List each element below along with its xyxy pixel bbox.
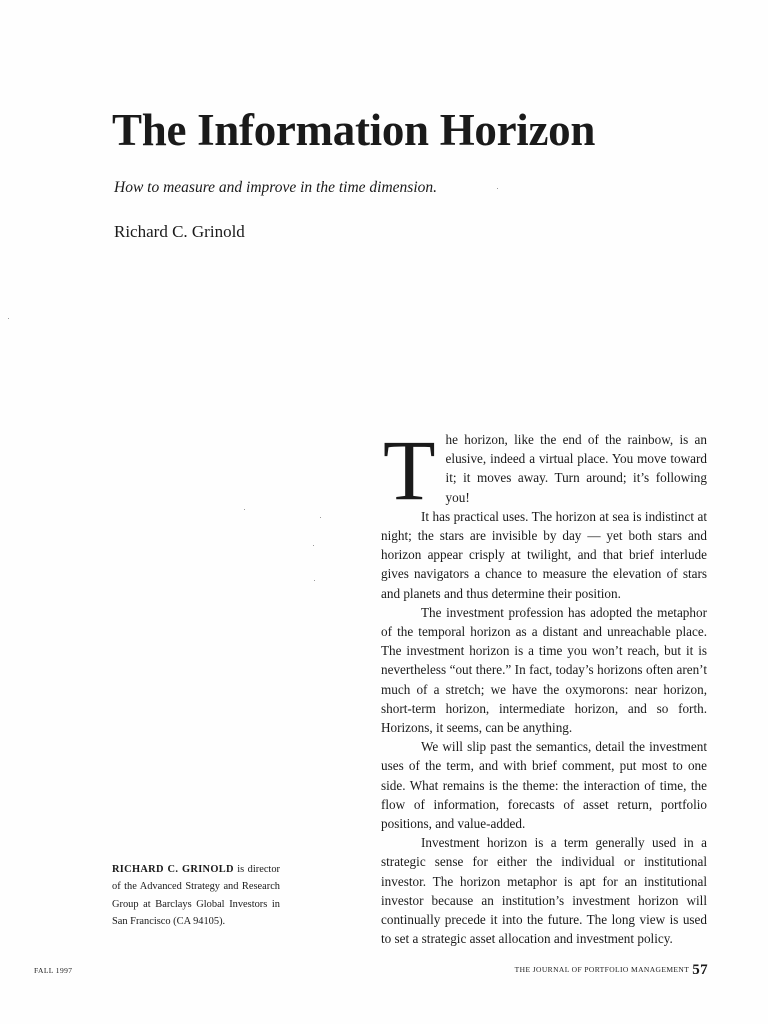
bio-text: is director of the Advanced Strategy and Research Group at Barclays Global Investors in San Francisco (CA 94105). [112, 864, 280, 928]
footer-issue: FALL 1997 [34, 966, 73, 975]
page-number: 57 [692, 962, 708, 978]
body-paragraph-2: It has practical uses. The horizon at sea is indistinct at night; the stars are invisible by day — yet both stars and horizon appear crisply at twilight, and that brief interlude gives navigators a chance to measure the elevation of stars and planets and thus determine their position. [381, 508, 707, 601]
scan-speck [313, 545, 314, 546]
body-paragraph-1 [381, 422, 707, 518]
body-paragraph-3: The investment profession has adopted the metaphor of the temporal horizon as a distant and unreachable place. The investment horizon is a time you won’t reach, but it is nevertheless “out there.” In fact, today’s horizons often aren’t much of a stretch; we have the oxymorons: near horizon, short-term horizon, intermediate horizon, and so forth. Horizons, it seems, can be anything. [381, 604, 707, 736]
scan-speck [8, 318, 9, 319]
article-author: Richard C. Grinold [114, 222, 245, 241]
bio-name: RICHARD C. GRINOLD [112, 864, 234, 875]
article-subtitle: How to measure and improve in the time dimension. [114, 179, 438, 196]
scan-speck [497, 188, 498, 189]
body-paragraph-4: We will slip past the semantics, detail the investment uses of the term, and with brief comment, put most to one side. What remains is the theme: the interaction of time, the flow of information, forecasts of asset return, portfolio positions, and value-added. [381, 739, 707, 832]
body-paragraph-1-text: he horizon, like the end of the rainbow, is an elusive, indeed a virtual place. You move toward it; it moves away. Turn around; it’s following you! [445, 432, 707, 505]
scan-speck [244, 509, 245, 510]
author-bio [112, 861, 280, 931]
footer-journal: THE JOURNAL OF PORTFOLIO MANAGEMENT [514, 965, 690, 974]
footer-journal-line [515, 962, 708, 979]
drop-cap: T [383, 422, 436, 518]
body-column [381, 422, 707, 948]
article-title: The Information Horizon [112, 105, 596, 155]
scan-speck [314, 580, 315, 581]
scan-speck [320, 517, 321, 518]
body-paragraph-5: Investment horizon is a term generally used in a strategic sense for either the individual or institutional investor. The horizon metaphor is apt for an institutional investor because an institution’s investment horizon will continually precede it into the future. The long view is used to set a strategic asset allocation and investment policy. [381, 835, 707, 947]
